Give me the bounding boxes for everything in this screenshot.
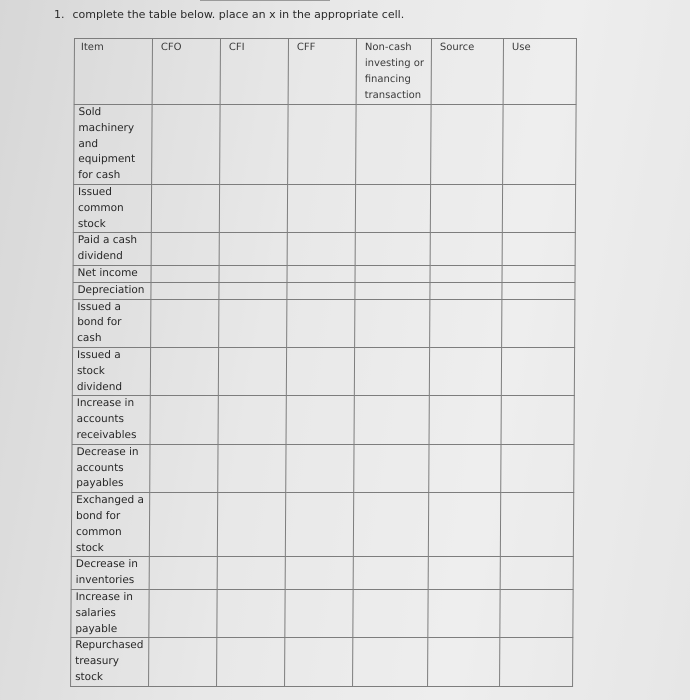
header-item: Item (74, 39, 152, 105)
table-row (73, 282, 575, 299)
cfi-cell[interactable] (219, 282, 287, 299)
use-cell[interactable] (500, 638, 573, 686)
source-cell[interactable] (430, 282, 502, 299)
header-non-cash: Non-cash investing or financing transaction (356, 39, 431, 105)
row-label: Sold machinery and equipment for cash (78, 106, 136, 182)
table-row (71, 638, 573, 686)
source-cell[interactable] (428, 638, 500, 686)
cfi-cell[interactable] (218, 347, 286, 395)
source-cell[interactable] (429, 396, 501, 444)
row-label: Increase in accounts receivables (76, 397, 137, 441)
non-cash-cell[interactable] (353, 557, 428, 590)
use-cell[interactable] (502, 233, 575, 266)
cfo-cell[interactable] (149, 589, 217, 637)
use-cell[interactable] (500, 557, 573, 590)
non-cash-cell[interactable] (355, 282, 430, 299)
use-cell[interactable] (502, 265, 575, 282)
row-label: Repurchased treasury stock (75, 639, 144, 683)
cfi-cell[interactable] (219, 265, 287, 282)
non-cash-cell[interactable] (355, 265, 430, 282)
use-cell[interactable] (502, 282, 575, 299)
source-cell[interactable] (428, 557, 500, 590)
cfo-cell[interactable] (151, 233, 219, 266)
non-cash-cell[interactable] (353, 589, 428, 637)
use-cell[interactable] (501, 396, 574, 444)
cff-cell[interactable] (287, 265, 355, 282)
cfi-cell[interactable] (217, 638, 285, 686)
header-row (74, 39, 576, 105)
row-label: Decrease in accounts payables (76, 445, 139, 490)
cfo-cell[interactable] (149, 557, 217, 590)
source-cell[interactable] (430, 233, 502, 266)
question-line (54, 8, 404, 21)
cfo-cell[interactable] (149, 493, 217, 557)
cfi-cell[interactable] (218, 396, 286, 444)
table-row (73, 299, 575, 347)
scan-top-line (200, 0, 330, 1)
cfi-cell[interactable] (218, 444, 286, 492)
cff-cell[interactable] (285, 557, 353, 590)
table-row (71, 557, 573, 590)
cff-cell[interactable] (287, 233, 355, 266)
table-row (72, 396, 574, 444)
cfi-cell[interactable] (217, 493, 285, 557)
cfi-cell[interactable] (217, 589, 285, 637)
cff-cell[interactable] (287, 282, 355, 299)
cfo-cell[interactable] (152, 105, 220, 185)
table-row (73, 185, 575, 233)
table-row (74, 105, 576, 185)
cff-cell[interactable] (285, 589, 353, 637)
non-cash-cell[interactable] (354, 347, 429, 395)
non-cash-cell[interactable] (353, 493, 428, 557)
cfo-cell[interactable] (151, 299, 219, 347)
use-cell[interactable] (500, 493, 573, 557)
cff-cell[interactable] (287, 299, 355, 347)
use-cell[interactable] (503, 105, 576, 185)
use-cell[interactable] (502, 185, 575, 233)
source-cell[interactable] (429, 347, 501, 395)
cff-cell[interactable] (286, 444, 354, 492)
source-cell[interactable] (431, 105, 503, 185)
use-cell[interactable] (501, 347, 574, 395)
cfo-cell[interactable] (149, 638, 217, 686)
cash-flow-classification-table (70, 38, 577, 687)
header-cff: CFF (288, 39, 356, 105)
row-label: Issued common stock (77, 186, 124, 230)
source-cell[interactable] (428, 493, 500, 557)
row-label: Issued a bond for cash (77, 300, 122, 345)
non-cash-cell[interactable] (355, 299, 430, 347)
cfo-cell[interactable] (151, 185, 219, 233)
cfi-cell[interactable] (219, 185, 287, 233)
cff-cell[interactable] (285, 493, 353, 557)
table-row (72, 347, 574, 395)
worksheet (60, 30, 660, 700)
cfo-cell[interactable] (151, 265, 219, 282)
header-source: Source (431, 39, 503, 105)
table-row (71, 493, 573, 557)
row-label: Exchanged a bond for common stock (75, 494, 144, 554)
cfi-cell[interactable] (217, 557, 285, 590)
table-row (73, 265, 575, 282)
cfi-cell[interactable] (219, 233, 287, 266)
row-label: Issued a stock dividend (76, 348, 123, 393)
non-cash-cell[interactable] (356, 105, 431, 185)
header-use: Use (503, 39, 576, 105)
cff-cell[interactable] (288, 105, 356, 185)
row-label: Paid a cash dividend (77, 234, 138, 263)
header-cfo: CFO (152, 39, 220, 105)
header-cfi: CFI (220, 39, 288, 105)
source-cell[interactable] (430, 185, 502, 233)
source-cell[interactable] (429, 444, 501, 492)
cfo-cell[interactable] (151, 282, 219, 299)
non-cash-cell[interactable] (353, 638, 428, 686)
row-label: Decrease in inventories (75, 558, 138, 587)
cff-cell[interactable] (285, 638, 353, 686)
row-label: Increase in salaries payable (75, 590, 133, 635)
cff-cell[interactable] (286, 347, 354, 395)
cfo-cell[interactable] (150, 444, 218, 492)
use-cell[interactable] (500, 589, 573, 637)
question-number: 1. (54, 8, 65, 21)
cfi-cell[interactable] (220, 105, 288, 185)
table-row (72, 444, 574, 492)
source-cell[interactable] (430, 265, 502, 282)
source-cell[interactable] (430, 299, 502, 347)
cfo-cell[interactable] (150, 347, 218, 395)
cfo-cell[interactable] (150, 396, 218, 444)
cff-cell[interactable] (287, 185, 355, 233)
cff-cell[interactable] (286, 396, 354, 444)
table-row (71, 589, 573, 637)
row-label: Depreciation (77, 283, 145, 296)
non-cash-cell[interactable] (355, 185, 430, 233)
source-cell[interactable] (428, 589, 500, 637)
non-cash-cell[interactable] (354, 396, 429, 444)
use-cell[interactable] (502, 299, 575, 347)
use-cell[interactable] (501, 444, 574, 492)
non-cash-cell[interactable] (354, 444, 429, 492)
non-cash-cell[interactable] (355, 233, 430, 266)
row-label: Net income (77, 266, 138, 279)
question-text: complete the table below. place an x in the appropriate cell. (72, 8, 405, 21)
table-row (73, 233, 575, 266)
cfi-cell[interactable] (219, 299, 287, 347)
